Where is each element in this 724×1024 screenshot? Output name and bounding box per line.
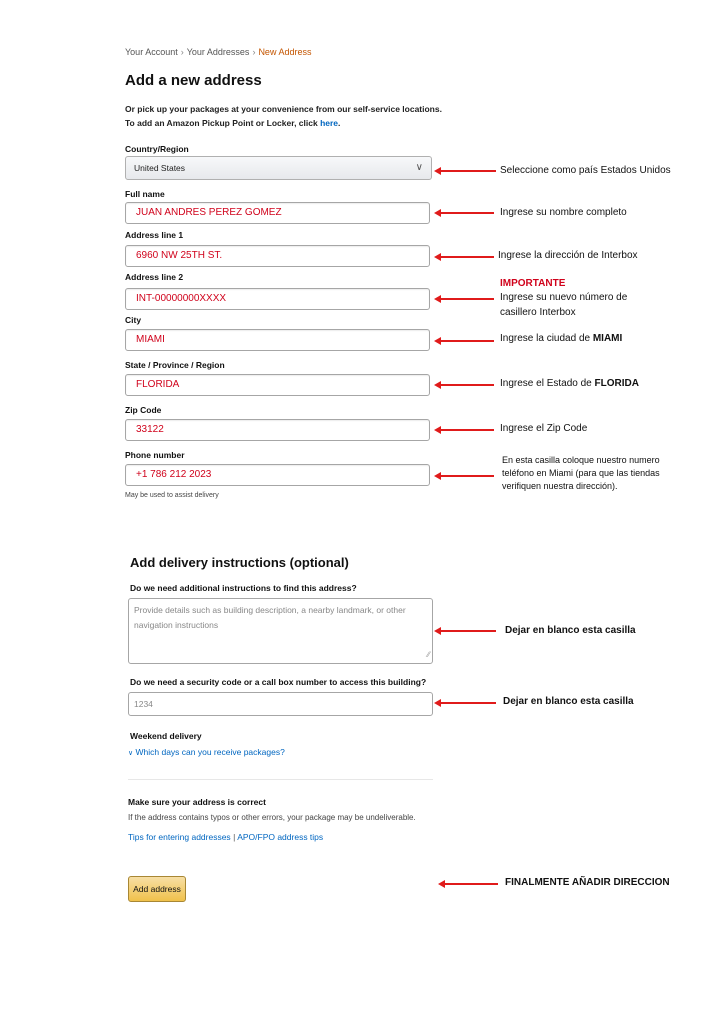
annotation-full-name: Ingrese su nombre completo: [500, 207, 627, 218]
weekend-delivery-label: Weekend delivery: [130, 731, 202, 741]
phone-input[interactable]: +1 786 212 2023: [125, 464, 430, 486]
breadcrumb: [125, 47, 311, 57]
address-tips-links: [128, 832, 323, 842]
breadcrumb-separator: ›: [180, 47, 184, 57]
country-value: United States: [134, 163, 186, 173]
divider: [128, 779, 433, 780]
annotation-phone-line1: En esta casilla coloque nuestro numero: [502, 455, 660, 465]
delivery-instructions-title: Add delivery instructions (optional): [130, 555, 349, 570]
annotation-arrow: [440, 298, 494, 300]
annotation-city-bold: MIAMI: [592, 333, 623, 344]
instructions-textarea[interactable]: [128, 598, 433, 664]
security-code-question: Do we need a security code or a call box number to access this building?: [130, 677, 427, 687]
annotation-phone-line2: teléfono en Miami (para que las tiendas: [502, 468, 660, 478]
address-line2-input[interactable]: INT-00000000XXXX: [125, 288, 430, 310]
country-label: Country/Region: [125, 144, 189, 154]
annotation-address1: Ingrese la dirección de Interbox: [498, 250, 638, 261]
annotation-country: Seleccione como país Estados Unidos: [500, 165, 671, 176]
full-name-input[interactable]: JUAN ANDRES PEREZ GOMEZ: [125, 202, 430, 224]
verify-address-text: If the address contains typos or other errors, your package may be undeliverable.: [128, 813, 416, 822]
instructions-question: Do we need additional instructions to find this address?: [130, 583, 357, 593]
annotation-arrow: [440, 384, 494, 386]
annotation-security: Dejar en blanco esta casilla: [503, 696, 634, 707]
state-label: State / Province / Region: [125, 360, 225, 370]
instructions-placeholder-line1: Provide details such as building description, a nearby landmark, or other: [134, 605, 406, 615]
annotation-state-text: Ingrese el Estado de: [500, 378, 595, 389]
annotation-important: IMPORTANTE: [500, 278, 566, 289]
phone-hint: May be used to assist delivery: [125, 492, 219, 499]
verify-address-title: Make sure your address is correct: [128, 797, 266, 807]
annotation-address2-line1: Ingrese su nuevo número de: [500, 292, 628, 303]
pickup-here-link[interactable]: here: [320, 118, 339, 128]
tips-entering-addresses-link[interactable]: Tips for entering addresses: [128, 832, 231, 842]
annotation-zip: Ingrese el Zip Code: [500, 423, 588, 434]
security-code-input[interactable]: 1234: [128, 692, 433, 716]
annotation-phone-line3: verifiquen nuestra dirección).: [502, 481, 618, 491]
resize-grip-icon[interactable]: ∕∕: [427, 650, 430, 659]
annotation-arrow: [440, 212, 494, 214]
full-name-label: Full name: [125, 189, 165, 199]
city-label: City: [125, 315, 142, 325]
annotation-arrow: [440, 340, 494, 342]
annotation-city: [500, 333, 622, 344]
annotation-arrow: [440, 630, 496, 632]
breadcrumb-new-address: New Address: [258, 47, 312, 57]
annotation-phone: [502, 454, 702, 493]
apo-fpo-tips-link[interactable]: APO/FPO address tips: [237, 832, 324, 842]
address-line1-label: Address line 1: [125, 230, 184, 240]
add-address-button[interactable]: Add address: [128, 876, 186, 902]
country-select[interactable]: [125, 156, 432, 180]
annotation-arrow: [440, 429, 494, 431]
annotation-instructions: Dejar en blanco esta casilla: [505, 625, 636, 636]
zip-input[interactable]: 33122: [125, 419, 430, 441]
breadcrumb-your-account[interactable]: Your Account: [125, 47, 178, 57]
annotation-state: [500, 378, 639, 389]
pickup-intro-end: .: [338, 118, 341, 128]
pickup-intro: [125, 102, 445, 130]
breadcrumb-your-addresses[interactable]: Your Addresses: [186, 47, 250, 57]
state-input[interactable]: FLORIDA: [125, 374, 430, 396]
annotation-final: FINALMENTE AÑADIR DIRECCION: [505, 877, 670, 888]
annotation-arrow: [440, 702, 496, 704]
breadcrumb-separator: ›: [252, 47, 256, 57]
annotation-arrow: [440, 475, 494, 477]
instructions-placeholder-line2: navigation instructions: [134, 620, 219, 630]
chevron-down-icon: ∨: [415, 162, 423, 173]
tips-separator: |: [233, 832, 236, 842]
phone-label: Phone number: [125, 450, 185, 460]
weekend-days-link-text: Which days can you receive packages?: [135, 747, 285, 757]
annotation-arrow: [440, 256, 494, 258]
annotation-arrow: [444, 883, 498, 885]
address-line2-label: Address line 2: [125, 272, 184, 282]
address-line1-input[interactable]: 6960 NW 25TH ST.: [125, 245, 430, 267]
annotation-address2-line2: casillero Interbox: [500, 307, 576, 318]
zip-label: Zip Code: [125, 405, 162, 415]
weekend-days-link[interactable]: [128, 747, 285, 757]
pickup-intro-text: Or pick up your packages at your convenience from our self-service locations. To add an Amazon Pickup Point or Locker, click: [125, 104, 442, 128]
annotation-city-text: Ingrese la ciudad de: [500, 333, 593, 344]
annotation-state-bold: FLORIDA: [594, 378, 639, 389]
city-input[interactable]: MIAMI: [125, 329, 430, 351]
chevron-down-icon: ∨: [128, 750, 134, 757]
annotation-arrow: [440, 170, 496, 172]
page-title: Add a new address: [125, 72, 262, 89]
